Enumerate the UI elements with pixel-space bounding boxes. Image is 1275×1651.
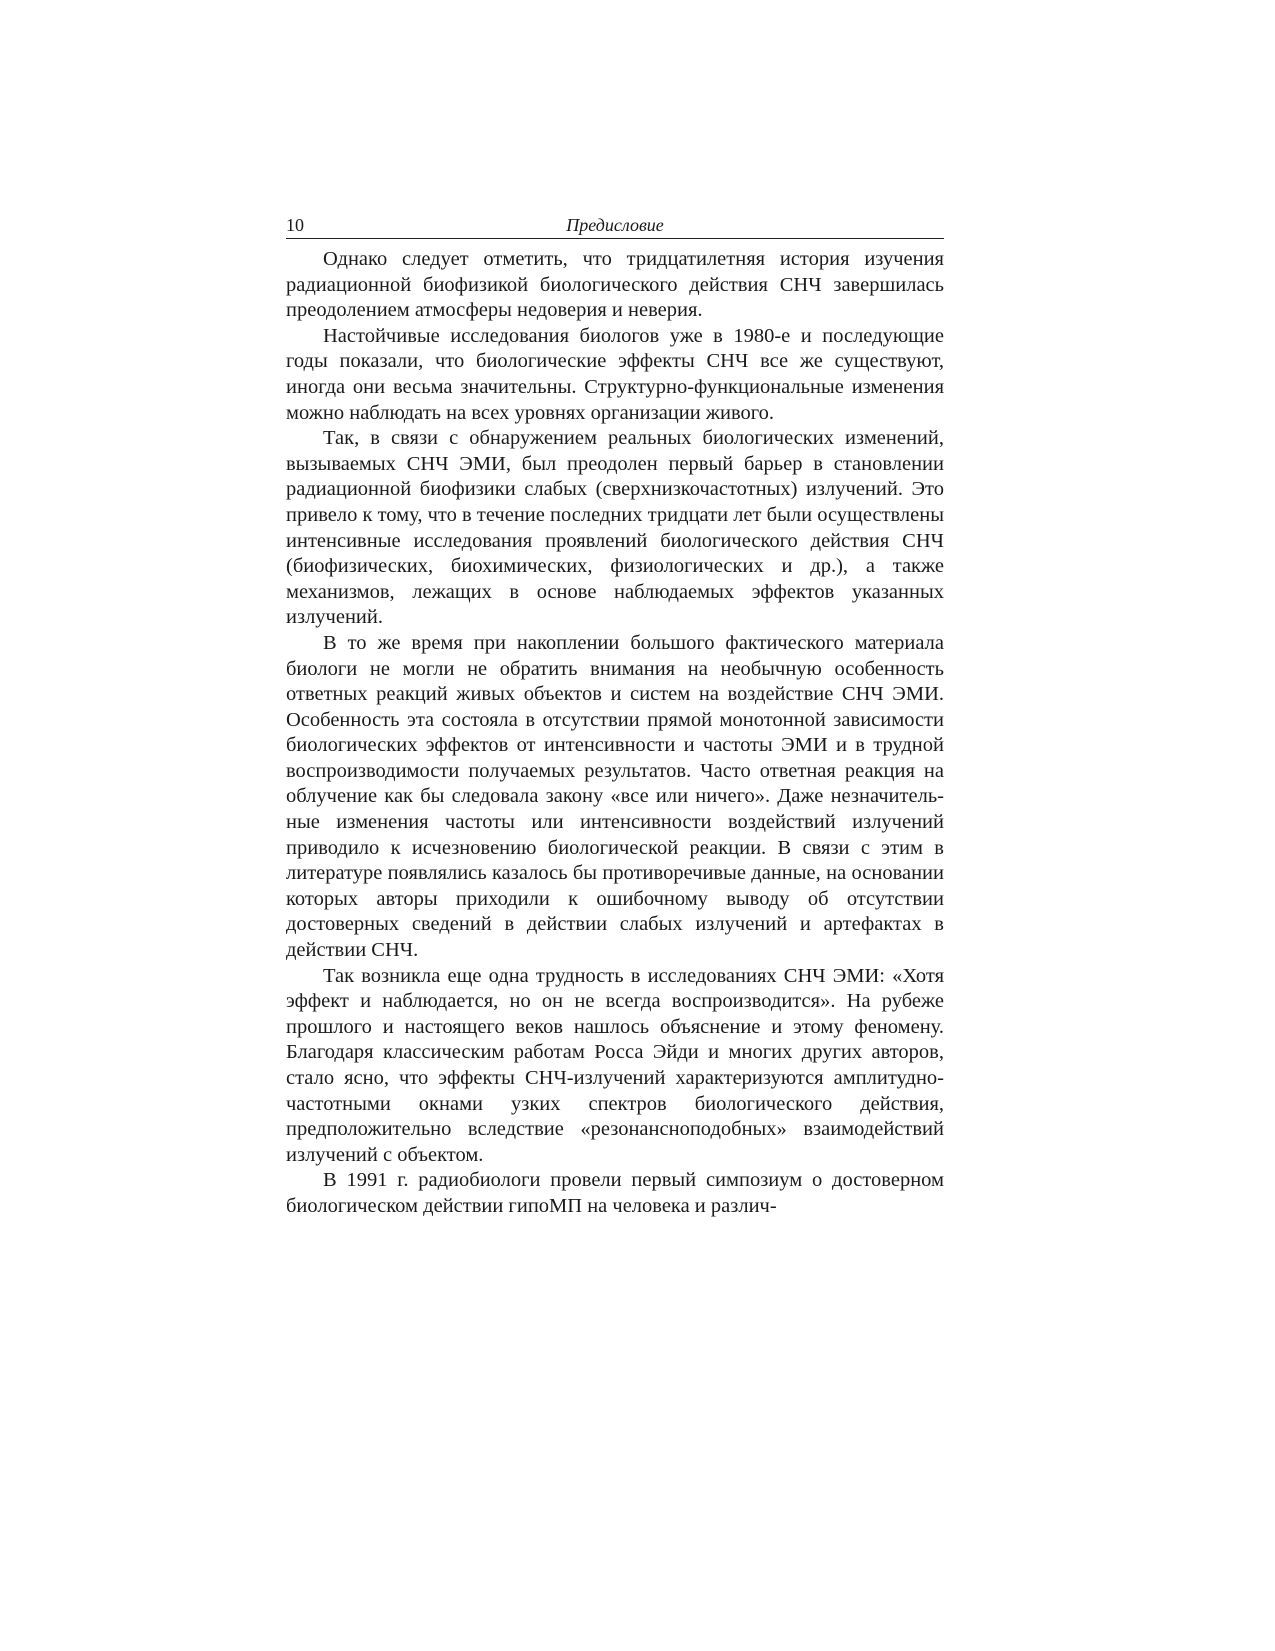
page-number: 10 bbox=[286, 215, 304, 235]
paragraph: Однако следует отметить, что тридцатилетняя история изучения радиационной биофизикой биологического действия СНЧ завершилась преодолением атмосферы недоверия и неверия. bbox=[286, 248, 944, 322]
section-title: Предисловие bbox=[566, 215, 664, 235]
paragraph: Настойчивые исследования биологов уже в 1980-е и последующие годы показали, что биологические эффекты СНЧ все же существуют, иногда они весьма значительны. Структурно-функциональные изменения можно наблюдать на всех уровнях организации живого. bbox=[286, 324, 944, 424]
book-page bbox=[286, 214, 944, 1220]
paragraph: В то же время при накоплении большого фактического материала биологи не могли не обратить внимания на необычную особенность ответных реакций живых объектов и систем на воздействие СНЧ ЭМИ. Особенность эта состояла в отсутствии прямой монотонной зависимости биологических эффектов от интенсивности и частоты ЭМИ и в трудной воспроизводимости получаемых результатов. Часто ответная реакция на облучение как бы следовала закону «все или ничего». Даже незначительные изменения частоты или интенсивности воздействий излучений приводило к исчезновению биологической реакции. В связи с этим в литературе появлялись казалось бы противоречивые данные, на основании которых авторы приходили к ошибочному выводу об отсутствии достоверных сведений в действии слабых излучений и артефактах в действии СНЧ. bbox=[286, 631, 944, 962]
body-text bbox=[286, 247, 944, 1220]
running-head bbox=[286, 214, 944, 239]
paragraph: В 1991 г. радиобиологи провели первый симпозиум о достоверном биологическом действии гипоМП на человека и различ- bbox=[286, 1169, 944, 1217]
paragraph: Так, в связи с обнаружением реальных биологических изменений, вызываемых СНЧ ЭМИ, был преодолен первый барьер в становлении радиационной биофизики слабых (сверхнизкочастотных) излучений. Это привело к тому, что в течение последних тридцати лет были осуществлены интенсивные исследования проявлений биологического действия СНЧ (биофизических, биохимических, физиологических и др.), а также механизмов, лежащих в основе наблюдаемых эффектов указанных излучений. bbox=[286, 427, 944, 629]
paragraph: Так возникла еще одна трудность в исследованиях СНЧ ЭМИ: «Хотя эффект и наблюдается, но он не всегда воспроизводится». На рубеже прошлого и настоящего веков нашлось объяснение и этому феномену. Благодаря классическим работам Росса Эйди и многих других авторов, стало ясно, что эффекты СНЧ-излучений характеризуются амплитудно-частотными окнами узких спектров биологического действия, предположительно вследствие «резонансноподобных» взаимодействий излучений с объектом. bbox=[286, 964, 944, 1166]
